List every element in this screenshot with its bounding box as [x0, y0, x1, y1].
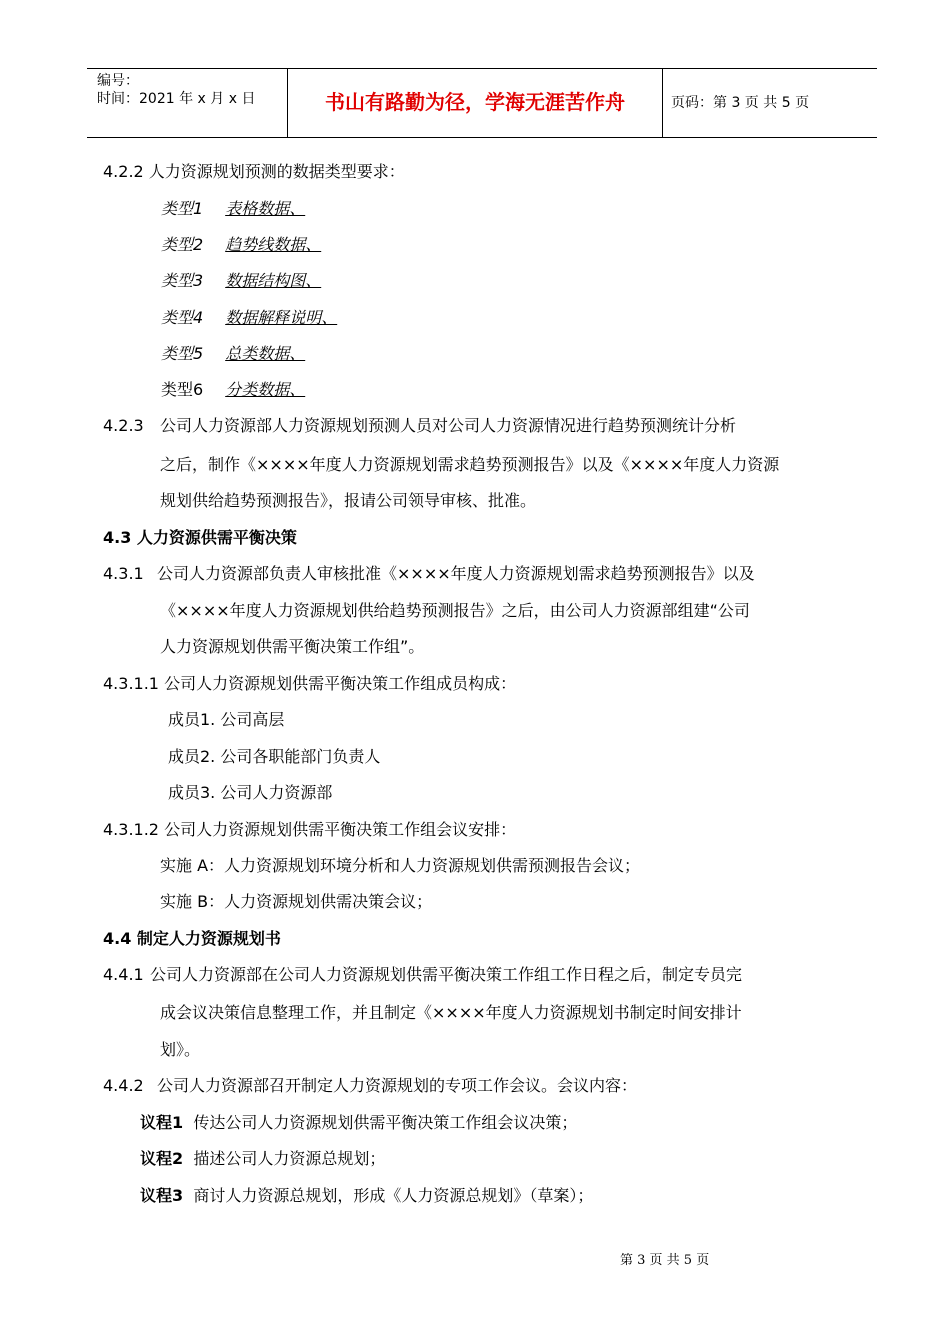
section-4-2-2-title: 4.2.2 人力资源规划预测的数据类型要求：: [103, 162, 405, 181]
agenda-text: 传达公司人力资源规划供需平衡决策工作组会议决策；: [193, 1113, 578, 1132]
type-item: [161, 308, 337, 328]
type-label: 类型4: [161, 308, 204, 327]
paragraph-line: 《××××年度人力资源规划供给趋势预测报告》之后，由公司人力资源部组建“公司: [160, 601, 750, 620]
paragraph-line: 公司人力资源部人力资源规划预测人员对公司人力资源情况进行趋势预测统计分析: [160, 416, 737, 435]
type-label: 类型5: [161, 344, 204, 363]
member-item: 成员1. 公司高层: [168, 710, 285, 729]
paragraph-line: 公司人力资源部在公司人力资源规划供需平衡决策工作组工作日程之后，制定专员完: [150, 965, 743, 984]
header-motto-cell: [287, 69, 663, 137]
page-header: [87, 68, 877, 138]
section-4-2-3-number: 4.2.3: [103, 416, 144, 435]
type-value: 趋势线数据、: [225, 235, 322, 254]
type-item: [161, 199, 305, 219]
section-4-3-heading: 4.3 人力资源供需平衡决策: [103, 528, 297, 547]
type-item: [161, 344, 305, 364]
agenda-text: 描述公司人力资源总规划；: [193, 1149, 386, 1168]
agenda-label: 议程1: [140, 1113, 184, 1132]
paragraph-line: 划》。: [160, 1040, 201, 1059]
implementation-item: 实施 B：人力资源规划供需决策会议；: [160, 892, 433, 911]
type-value: 总类数据、: [225, 344, 306, 363]
paragraph-line: 之后，制作《××××年度人力资源规划需求趋势预测报告》以及《××××年度人力资源: [160, 455, 780, 474]
type-value: 数据结构图、: [225, 271, 322, 290]
header-page-cell: [663, 69, 877, 137]
type-label: 类型6: [161, 380, 204, 399]
header-meta-cell: [87, 69, 287, 137]
type-label: 类型1: [161, 199, 204, 218]
type-item: [161, 380, 305, 400]
agenda-text: 商讨人力资源总规划，形成《人力资源总规划》（草案）；: [193, 1186, 594, 1205]
type-value: 表格数据、: [225, 199, 306, 218]
member-item: 成员3. 公司人力资源部: [168, 783, 333, 802]
agenda-label: 议程2: [140, 1149, 184, 1168]
type-item: [161, 235, 321, 255]
section-4-4-2-number: 4.4.2: [103, 1076, 144, 1095]
agenda-item: [140, 1113, 577, 1133]
implementation-item: 实施 A：人力资源规划环境分析和人力资源规划供需预测报告会议；: [160, 856, 641, 875]
paragraph-line: 人力资源规划供需平衡决策工作组”。: [160, 637, 425, 656]
type-label: 类型3: [161, 271, 204, 290]
member-item: 成员2. 公司各职能部门负责人: [168, 747, 381, 766]
paragraph-line: 规划供给趋势预测报告》，报请公司领导审核、批准。: [160, 491, 537, 510]
section-4-3-1-1-title: 4.3.1.1 公司人力资源规划供需平衡决策工作组成员构成：: [103, 674, 517, 693]
page-footer: 第 3 页 共 5 页: [620, 1253, 710, 1268]
serial-label: 编号：: [97, 73, 139, 89]
paragraph-line: 公司人力资源部召开制定人力资源规划的专项工作会议。会议内容：: [157, 1076, 638, 1095]
paragraph-line: 成会议决策信息整理工作，并且制定《××××年度人力资源规划书制定时间安排计: [160, 1003, 742, 1022]
type-label: 类型2: [161, 235, 204, 254]
type-value: 数据解释说明、: [225, 308, 338, 327]
type-value: 分类数据、: [225, 380, 306, 399]
header-page-label: 页码：第 3 页 共 5 页: [671, 95, 810, 111]
section-4-4-heading: 4.4 制定人力资源规划书: [103, 929, 281, 948]
paragraph-line: 公司人力资源部负责人审核批准《××××年度人力资源规划需求趋势预测报告》以及: [157, 564, 755, 583]
agenda-label: 议程3: [140, 1186, 184, 1205]
agenda-item: [140, 1186, 593, 1206]
header-motto: 书山有路勤为径，学海无涯苦作舟: [325, 90, 625, 114]
section-4-3-1-2-title: 4.3.1.2 公司人力资源规划供需平衡决策工作组会议安排：: [103, 820, 517, 839]
type-item: [161, 271, 321, 291]
agenda-item: [140, 1149, 385, 1169]
time-label: 时间：2021 年 x 月 x 日: [97, 91, 256, 107]
section-4-3-1-number: 4.3.1: [103, 564, 144, 583]
section-4-4-1-number: 4.4.1: [103, 965, 144, 984]
